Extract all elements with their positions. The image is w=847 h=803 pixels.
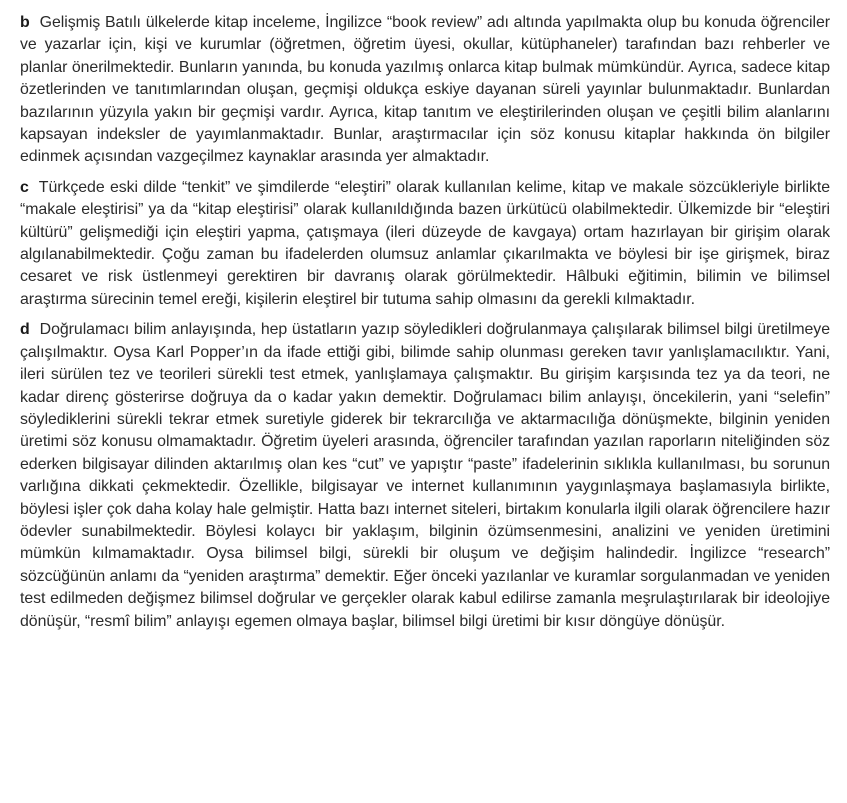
paragraph-text: Doğrulamacı bilim anlayışında, hep üstatların yazıp söyledikleri doğrulanmaya çalışılarak bilimsel bilgi üretilmeye çalışılmaktır. Oysa Karl Popper’ın da ifade ettiği gibi, bilimde sahip olunması gereken tavır yanlışlamacılıktır. Yani, ileri sürülen tez ve teorileri sürekli test etmek, yanlışlamaya çalışmaktır. Bu girişim karşısında tez ya da teori, ne kadar direnç gösterirse doğruya da o kadar yakın demektir. Doğrulamacı bilim anlayışı, öncekilerin, yani “selefin” söylediklerini sürekli tekrar etmek suretiyle giderek bir tekrarcılığa ve aktarmacılığa dönüşmekte, bilginin yeniden üretimi söz konusu olmamaktadır. Öğretim üyeleri arasında, öğrenciler tarafından yazılan raporların niteliğinden söz ederken bilgisayar dilinden aktarılmış olan kes “cut” ve yapıştır “paste” ifadelerinin sıklıkla kullanılması, bu sorunun varlığına dikkati çekmektedir. Özellikle, bilgisayar ve internet kullanımının yaygınlaşmaya başlamasıyla birlikte, böylesi işler çok daha kolay hale gelmiştir. Hatta bazı internet siteleri, birtakım konularla ilgili olarak öğrencilere hazır ödevler sunabilmektedir. Böylesi kolaycı bir yaklaşım, bilginin özümsenmesini, analizini ve yeniden üretimini mümkün kılmamaktadır. Oysa bilimsel bilgi, sürekli bir oluşum ve değişim halindedir. İngilizce “research” sözcüğünün anlamı da “yeniden araştırma” demektir. Eğer önceki yazılanlar ve kuramlar sorgulanmadan ve yeniden test edilmeden değişmez bilimsel doğrular ve gerçekler olarak kabul edilirse zamanla meşrulaştırılarak bir ideolojiye dönüşür, “resmî bilim” anlayışı egemen olmaya başlar, bilimsel bilgi üretimi bir kısır döngüye dönüşür. — [20, 321, 830, 630]
paragraph-c — [20, 177, 830, 311]
paragraph-d — [20, 319, 830, 633]
paragraph-text: Türkçede eski dilde “tenkit” ve şimdilerde “eleştiri” olarak kullanılan kelime, kitap ve makale sözcükleriyle birlikte “makale eleştirisi” ya da “kitap eleştirisi” olarak kullanıldığında bazen ürkütücü olabilmektedir. Ülkemizde bir “eleştiri kültürü” gelişmediği için eleştiri yapma, çatışmaya (ileri düzeyde de kavgaya) ortam hazırlayan bir girişim olarak algılanabilmektedir. Çoğu zaman bu ifadelerden olumsuz anlamlar çıkarılmakta ve böylesi bir işe girişmek, biraz cesaret ve risk üstlenmeyi gerektiren bir davranış olarak görülmektedir. Hâlbuki eğitimin, bilimin ve bilimsel araştırma sürecinin temel ereği, kişilerin eleştirel bir tutuma sahip olmasını da gerekli kılmaktadır. — [20, 178, 830, 308]
paragraph-b — [20, 12, 830, 169]
paragraph-letter: c — [20, 178, 29, 196]
paragraph-text: Gelişmiş Batılı ülkelerde kitap inceleme, İngilizce “book review” adı altında yapılmakta olup bu konuda öğrenciler ve yazarlar için, kişi ve kurumlar (öğretmen, öğretim üyesi, okullar, kütüphaneler) tarafından bazı rehberler ve planlar önerilmektedir. Bunların yanında, bu konuda yazılmış onlarca kitap bulmak mümkündür. Ayrıca, sadece kitap özetlerinden ve tanıtımlarından oluşan, geçmişi oldukça eskiye dayanan süreli yayınlar bulunmaktadır. Bunlardan bazılarının yüzyıla yakın bir geçmişi vardır. Ayrıca, kitap tanıtım ve eleştirilerinden oluşan ve çeşitli bilim alanlarını kapsayan indeksler de yayımlanmaktadır. Bunlar, araştırmacılar için söz konusu kitaplar hakkında ön bilgiler edinmek açısından vazgeçilmez kaynaklar arasında yer almaktadır. — [20, 14, 830, 166]
paragraph-letter: b — [20, 14, 30, 31]
document-page — [20, 12, 830, 641]
paragraph-letter: d — [20, 321, 30, 339]
